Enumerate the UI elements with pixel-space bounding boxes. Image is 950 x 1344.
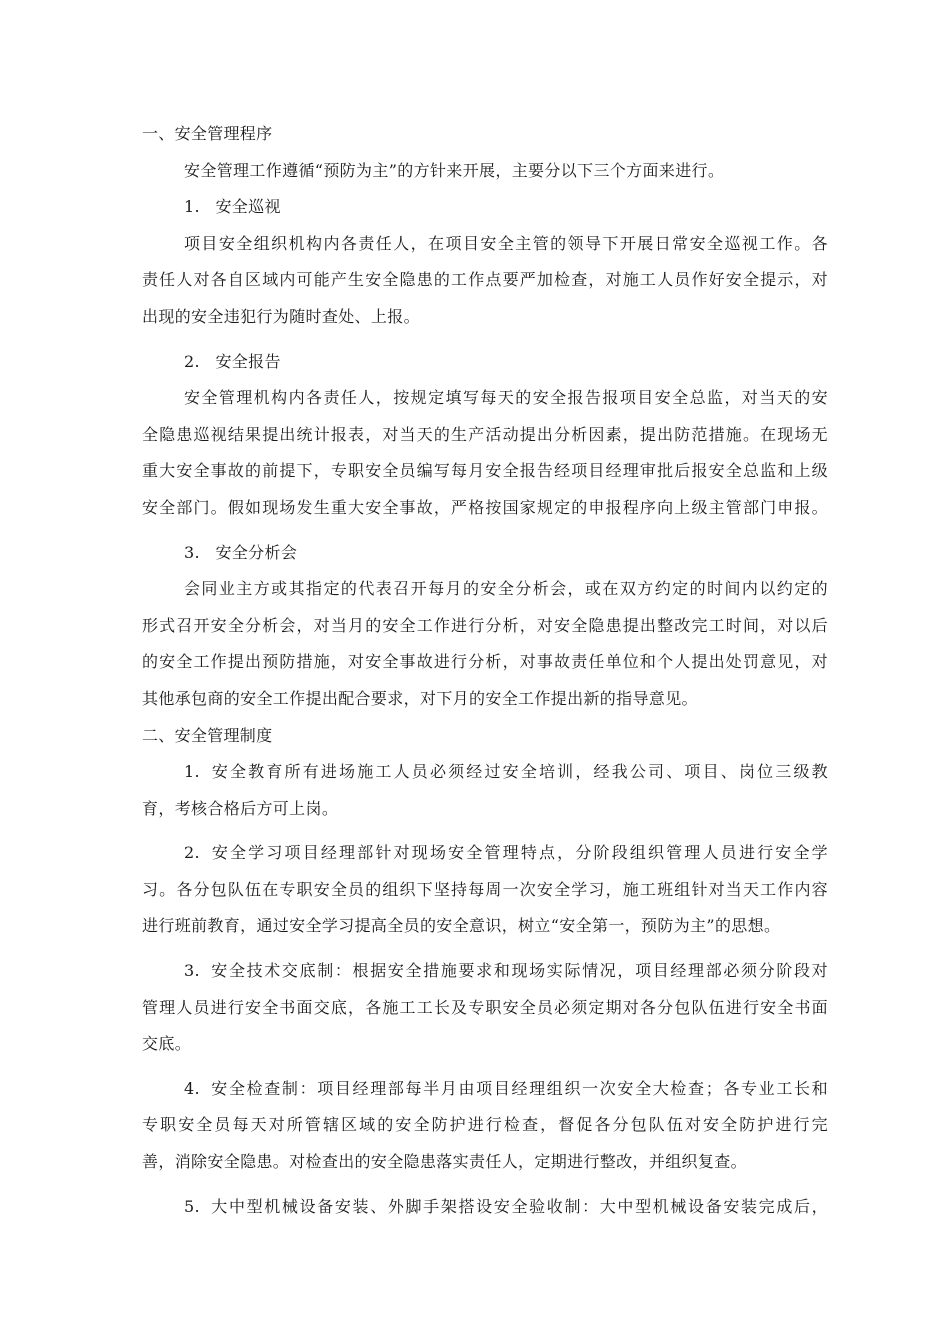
- paragraph-text: 安全技术交底制：根据安全措施要求和现场实际情况，项目经理部必须分阶段对: [210, 961, 828, 981]
- rule-3-first-line: [142, 953, 828, 990]
- paragraph-line: 育，考核合格后方可上岗。: [142, 798, 339, 818]
- document-page: [142, 116, 828, 1225]
- rule-2-first-line: [142, 835, 828, 872]
- paragraph-line: 重大安全事故的前提下，专职安全员编写每月安全报告经项目经理审批后报安全总监和上级: [142, 461, 828, 481]
- rule-5-first-line: [142, 1189, 828, 1226]
- paragraph-line: 习。各分包队伍在专职安全员的组织下坚持每周一次安全学习，施工班组针对当天工作内容: [142, 879, 828, 899]
- paragraph-text: 安全教育所有进场施工人员必须经过安全培训，经我公司、项目、岗位三级教: [210, 762, 828, 782]
- item-title: 安全分析会: [215, 542, 298, 562]
- paragraph-line: 出现的安全违犯行为随时查处、上报。: [142, 306, 420, 326]
- paragraph-text: 安全学习项目经理部针对现场安全管理特点，分阶段组织管理人员进行安全学: [210, 843, 828, 863]
- paragraph-line: 形式召开安全分析会，对当月的安全工作进行分析，对安全隐患提出整改完工时间，对以后: [142, 615, 828, 635]
- paragraph-line: 安全部门。假如现场发生重大安全事故，严格按国家规定的申报程序向上级主管部门申报。: [142, 497, 828, 517]
- paragraph-text: 安全检查制：项目经理部每半月由项目经理组织一次安全大检查；各专业工长和: [210, 1078, 828, 1098]
- item-number: 3.: [184, 542, 200, 562]
- item-number: 2.: [184, 351, 200, 371]
- rule-number: 3.: [184, 961, 200, 981]
- section-1-intro: 安全管理工作遵循“预防为主”的方针来开展，主要分以下三个方面来进行。: [184, 160, 725, 180]
- paragraph-line: 专职安全员每天对所管辖区域的安全防护进行检查，督促各分包队伍对安全防护进行完: [142, 1115, 828, 1135]
- item-title: 安全报告: [215, 351, 281, 371]
- paragraph-line: 其他承包商的安全工作提出配合要求，对下月的安全工作提出新的指导意见。: [142, 688, 698, 708]
- item-1-heading: [142, 189, 828, 226]
- item-2-heading: [142, 344, 828, 381]
- paragraph-line: 的安全工作提出预防措施，对安全事故进行分析，对事故责任单位和个人提出处罚意见，对: [142, 652, 828, 672]
- rule-4-first-line: [142, 1071, 828, 1108]
- rule-number: 2.: [184, 843, 200, 863]
- rule-number: 1.: [184, 762, 200, 782]
- paragraph-line: 进行班前教育，通过安全学习提高全员的安全意识，树立“安全第一，预防为主”的思想。: [142, 916, 781, 936]
- section-heading-2: 二、安全管理制度: [142, 725, 273, 745]
- rule-1-first-line: [142, 754, 828, 791]
- paragraph-line: 全隐患巡视结果提出统计报表，对当天的生产活动提出分析因素，提出防范措施。在现场无: [142, 424, 828, 444]
- paragraph-line: 会同业主方或其指定的代表召开每月的安全分析会，或在双方约定的时间内以约定的: [184, 579, 828, 599]
- paragraph-line: 责任人对各自区域内可能产生安全隐患的工作点要严加检查，对施工人员作好安全提示，对: [142, 270, 828, 290]
- rule-number: 5.: [184, 1196, 200, 1216]
- item-number: 1.: [184, 197, 200, 217]
- rule-number: 4.: [184, 1078, 200, 1098]
- paragraph-line: 项目安全组织机构内各责任人，在项目安全主管的领导下开展日常安全巡视工作。各: [184, 233, 828, 253]
- paragraph-text: 大中型机械设备安装、外脚手架搭设安全验收制：大中型机械设备安装完成后，: [210, 1196, 828, 1216]
- paragraph-line: 管理人员进行安全书面交底，各施工工长及专职安全员必须定期对各分包队伍进行安全书面: [142, 997, 828, 1017]
- paragraph-line: 善，消除安全隐患。对检查出的安全隐患落实责任人，定期进行整改，并组织复查。: [142, 1152, 747, 1172]
- item-3-heading: [142, 535, 828, 572]
- item-title: 安全巡视: [215, 197, 281, 217]
- paragraph-line: 交底。: [142, 1034, 192, 1054]
- paragraph-line: 安全管理机构内各责任人，按规定填写每天的安全报告报项目安全总监，对当天的安: [184, 388, 828, 408]
- section-heading-1: 一、安全管理程序: [142, 124, 273, 143]
